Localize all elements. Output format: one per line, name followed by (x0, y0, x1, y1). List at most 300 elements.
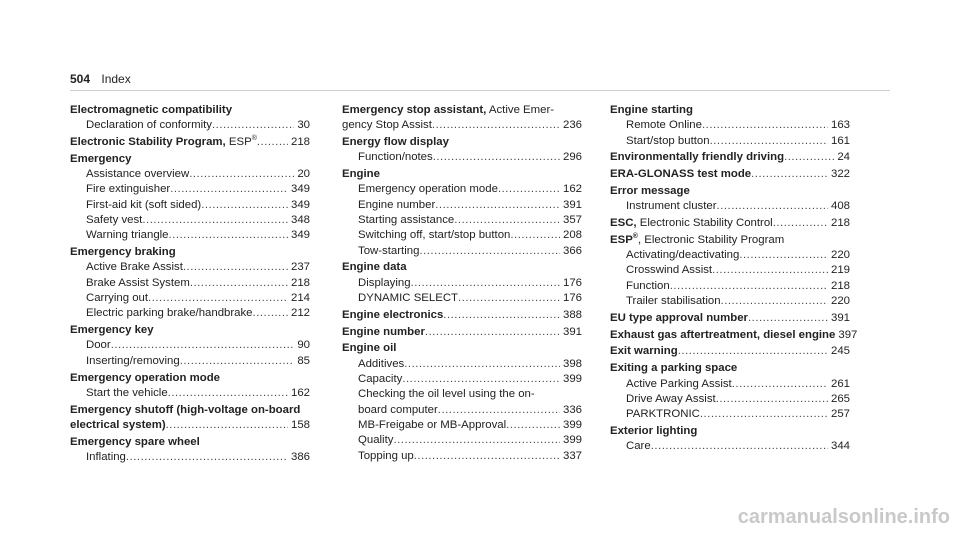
page-ref: 349 (290, 198, 310, 211)
sub-entry-text: Inserting/removing (86, 354, 180, 367)
leader-dots (433, 150, 560, 165)
sub-entry-text: Start the vehicle (86, 386, 168, 399)
entry-text (358, 198, 435, 213)
page-ref: 337 (562, 449, 582, 462)
entry-text (70, 135, 257, 150)
index-line (610, 328, 858, 343)
index-line (610, 248, 850, 263)
page-ref: 236 (562, 119, 582, 132)
index-entry (610, 216, 850, 231)
entry-text (86, 118, 212, 133)
sub-entry-text: Function (626, 279, 670, 292)
leader-dots (751, 167, 828, 182)
sub-entry-text: Active Parking Assist (626, 377, 732, 390)
page-ref: 214 (290, 292, 310, 305)
entry-title-line (70, 371, 310, 386)
header-divider (70, 90, 890, 91)
index-entry (342, 167, 582, 259)
entry-title-tail: ESP (225, 136, 252, 149)
sub-entry-text: Safety vest (86, 214, 143, 227)
index-line (342, 182, 582, 197)
index-entry (70, 403, 310, 434)
index-entry (342, 135, 582, 166)
entry-text (626, 118, 702, 133)
sub-entry-text: DYNAMIC SELECT (358, 292, 459, 305)
entry-text (358, 150, 433, 165)
index-entry (610, 311, 850, 326)
index-line (610, 199, 850, 214)
page-ref: 158 (290, 418, 310, 431)
entry-title: ESC, (610, 217, 637, 230)
sub-entry-text: Displaying (358, 276, 411, 289)
leader-dots (166, 418, 288, 433)
leader-dots (212, 118, 294, 133)
index-entry (70, 152, 310, 244)
page-ref: 85 (297, 354, 310, 367)
entry-text (358, 276, 411, 291)
entry-text (626, 248, 739, 263)
entry-text (626, 134, 710, 149)
entry-text (626, 377, 732, 392)
sub-entry-text: Checking the oil level using the on- (358, 388, 535, 401)
leader-dots (510, 228, 560, 243)
entry-text (610, 311, 748, 326)
sub-entry-text: Assistance overview (86, 168, 190, 181)
entry-text (342, 308, 443, 323)
index-line (70, 213, 310, 228)
entry-title: Engine number (342, 325, 425, 338)
sub-entry-text: Warning triangle (86, 229, 169, 242)
entry-title: Exhaust gas aftertreatment, diesel engine (610, 328, 836, 341)
index-line (610, 279, 850, 294)
entry-title: EU type approval number (610, 311, 748, 324)
entry-title-tail: Electronic Stability Control (636, 217, 773, 230)
sub-entry-text: Instrument cluster (626, 200, 717, 213)
page-header (70, 72, 131, 86)
leader-dots (432, 118, 560, 133)
page-ref: 219 (830, 264, 850, 277)
index-line (610, 392, 850, 407)
index-entry (342, 260, 582, 306)
page-ref: 399 (562, 373, 582, 386)
index-line (342, 276, 582, 291)
index-line (70, 118, 310, 133)
entry-title-line (70, 152, 310, 167)
index-entry (342, 341, 582, 463)
sub-entry-text: Drive Away Assist (626, 392, 716, 405)
index-line (342, 325, 582, 340)
index-entry (610, 424, 850, 455)
page-ref: 408 (830, 200, 850, 213)
index-entry (610, 184, 850, 215)
sub-entry-text: PARKTRONIC (626, 408, 700, 421)
index-line (610, 377, 850, 392)
index-entry (610, 233, 850, 309)
entry-title: Exterior lighting (610, 424, 698, 437)
entry-text (358, 433, 393, 448)
leader-dots (458, 291, 560, 306)
page-ref: 90 (297, 339, 310, 352)
entry-text (358, 418, 506, 433)
leader-dots (142, 213, 288, 228)
entry-title-line (70, 323, 310, 338)
leader-dots (190, 276, 288, 291)
sub-entry-text: Function/notes (358, 151, 433, 164)
index-line (342, 150, 582, 165)
sub-entry-text: Capacity (358, 373, 403, 386)
entry-title-line (610, 103, 850, 118)
index-column-1 (70, 103, 310, 467)
entry-text (358, 213, 454, 228)
entry-title: Engine (342, 168, 380, 181)
entry-text (86, 182, 170, 197)
entry-title: ERA-GLONASS test mode (610, 168, 752, 181)
leader-dots (702, 118, 828, 133)
entry-text (358, 244, 419, 259)
entry-text (342, 325, 425, 340)
index-line (70, 291, 310, 306)
entry-title-line (70, 435, 310, 450)
index-column-3 (610, 103, 858, 456)
sub-entry-text: Declaration of conformity (86, 119, 212, 132)
entry-text (86, 198, 201, 213)
index-column-2 (342, 103, 582, 465)
entry-text (342, 118, 432, 133)
entry-text (626, 407, 700, 422)
entry-text (86, 228, 169, 243)
sub-entry-text: Crosswind Assist (626, 264, 713, 277)
index-line (342, 449, 582, 464)
leader-dots (170, 182, 288, 197)
sub-entry-text: Care (626, 440, 651, 453)
index-entry (70, 135, 310, 150)
entry-text (610, 150, 784, 165)
entry-title-line (610, 184, 850, 199)
sub-entry-text: Switching off, start/stop button (358, 229, 511, 242)
leader-dots (414, 449, 560, 464)
index-line (70, 386, 310, 401)
entry-title-line (610, 361, 850, 376)
entry-text (86, 338, 111, 353)
page-ref: 366 (562, 244, 582, 257)
index-line (342, 198, 582, 213)
page-ref: 176 (562, 276, 582, 289)
leader-dots (506, 418, 560, 433)
entry-title: Exit warning (610, 345, 678, 358)
entry-text (86, 291, 148, 306)
page-ref: 391 (562, 198, 582, 211)
page-ref: 163 (830, 119, 850, 132)
page-ref: 257 (830, 408, 850, 421)
sub-entry-text: Electric parking brake/handbrake (86, 307, 253, 320)
page-ref: 322 (830, 168, 850, 181)
index-entry (70, 103, 310, 134)
index-line (342, 418, 582, 433)
index-line (70, 167, 310, 182)
index-line (342, 357, 582, 372)
entry-title-line (342, 260, 582, 275)
index-line (70, 418, 310, 433)
entry-title: Electromagnetic compatibility (70, 104, 233, 116)
entry-text (86, 386, 168, 401)
sub-entry-text: Activating/deactivating (626, 249, 740, 262)
index-line (610, 118, 850, 133)
index-line (342, 372, 582, 387)
leader-dots (404, 357, 560, 372)
index-line (610, 150, 850, 165)
index-entry (342, 308, 582, 323)
index-entry (70, 371, 310, 402)
entry-text (358, 357, 404, 372)
page-ref: 161 (830, 134, 850, 147)
leader-dots (201, 198, 288, 213)
leader-dots (402, 372, 560, 387)
entry-title: Error message (610, 184, 690, 197)
entry-title-line (342, 167, 582, 182)
sub-entry-text: Engine number (358, 198, 436, 211)
entry-title-line (70, 245, 310, 260)
sub-entry-text: Brake Assist System (86, 276, 190, 289)
index-line (70, 354, 310, 369)
page-ref: 218 (290, 136, 310, 149)
entry-text (358, 228, 510, 243)
sub-entry-text: Active Brake Assist (86, 261, 183, 274)
entry-text (626, 392, 716, 407)
entry-title: ESP (610, 233, 633, 246)
leader-dots (425, 325, 560, 340)
page-ref: 344 (830, 440, 850, 453)
index-line (342, 228, 582, 243)
page-ref: 336 (562, 403, 582, 416)
entry-title: Emergency (70, 152, 132, 165)
entry-text (358, 449, 414, 464)
entry-text (610, 216, 773, 231)
entry-text (610, 344, 678, 359)
page-ref: 24 (837, 151, 850, 164)
entry-title: Exiting a parking space (610, 362, 738, 375)
index-line (342, 213, 582, 228)
entry-title-line (610, 424, 850, 439)
entry-title: Environmentally friendly driving (610, 151, 785, 164)
page-ref: 348 (290, 214, 310, 227)
entry-text (626, 439, 651, 454)
index-entry (610, 361, 850, 422)
entry-text (626, 294, 721, 309)
index-line (342, 433, 582, 448)
page-ref: 218 (830, 217, 850, 230)
index-line (342, 308, 582, 323)
index-line (70, 338, 310, 353)
page-ref: 218 (290, 276, 310, 289)
entry-text (86, 213, 142, 228)
entry-title-line (610, 233, 850, 248)
page-ref: 176 (562, 292, 582, 305)
page-ref: 220 (830, 295, 850, 308)
entry-title: Engine data (342, 261, 407, 274)
sub-entry-text: Additives (358, 357, 405, 370)
leader-dots (419, 244, 560, 259)
entry-title: Engine oil (342, 342, 397, 355)
page-ref: 349 (290, 229, 310, 242)
page-ref: 162 (290, 386, 310, 399)
page-ref: 237 (290, 261, 310, 274)
sub-entry-text: Tow-starting (358, 244, 420, 257)
index-line (70, 276, 310, 291)
sub-entry-text: Topping up (358, 449, 414, 462)
entry-title-line (342, 135, 582, 150)
index-entry (610, 103, 850, 149)
page-ref: 208 (562, 229, 582, 242)
entry-title: Emergency shutoff (high-voltage on-board (70, 403, 301, 416)
entry-title: Emergency key (70, 324, 154, 337)
entry-text (610, 328, 835, 343)
page-ref: 220 (830, 249, 850, 262)
index-line (70, 135, 310, 150)
page-ref: 388 (562, 308, 582, 321)
page-ref: 399 (562, 418, 582, 431)
index-entry (610, 150, 850, 165)
entry-title-tail: Active Emer- (486, 104, 555, 116)
index-line (342, 403, 582, 418)
index-line (342, 244, 582, 259)
entry-text (86, 167, 189, 182)
leader-dots (443, 308, 560, 323)
leader-dots (257, 135, 288, 150)
index-line (610, 263, 850, 278)
entry-text (626, 199, 717, 214)
page-ref: 296 (562, 151, 582, 164)
index-line (610, 216, 850, 231)
index-line (70, 450, 310, 465)
entry-text (358, 182, 498, 197)
index-entry (342, 325, 582, 340)
page-ref: 398 (562, 357, 582, 370)
entry-title-line (70, 103, 310, 118)
index-line (610, 344, 850, 359)
leader-dots (126, 450, 288, 465)
leader-dots (498, 182, 560, 197)
index-line (610, 311, 850, 326)
page-ref: 397 (838, 328, 858, 341)
entry-text (610, 167, 751, 182)
sub-entry-text: Carrying out (86, 292, 149, 305)
index-line (610, 167, 850, 182)
sub-entry-text: Emergency operation mode (358, 183, 498, 196)
index-line (70, 182, 310, 197)
sub-entry-text: Starting assistance (358, 214, 455, 227)
index-line (70, 306, 310, 321)
page-ref: 212 (290, 307, 310, 320)
leader-dots (183, 260, 288, 275)
index-entry (342, 103, 582, 134)
entry-title: Emergency operation mode (70, 371, 221, 384)
page-ref: 30 (297, 119, 310, 132)
index-line (610, 439, 850, 454)
entry-text (86, 450, 126, 465)
page-ref: 218 (830, 279, 850, 292)
index-entry (70, 323, 310, 369)
leader-dots (678, 344, 828, 359)
sub-entry-line (342, 387, 582, 402)
leader-dots (710, 134, 828, 149)
entry-title: Electronic Stability Program, (70, 136, 226, 149)
leader-dots (411, 276, 560, 291)
entry-title: Emergency spare wheel (70, 435, 200, 448)
index-entry (610, 167, 850, 182)
sub-entry-text: Quality (358, 434, 394, 447)
entry-title: Energy flow display (342, 136, 449, 149)
index-entry (610, 344, 850, 359)
watermark: carmanualsonline.info (737, 506, 950, 528)
entry-text (626, 279, 670, 294)
leader-dots (454, 213, 560, 228)
leader-dots (721, 294, 828, 309)
entry-text (358, 403, 438, 418)
sub-entry-cont: board computer (358, 403, 438, 416)
page-ref: 162 (562, 183, 582, 196)
entry-title: Engine starting (610, 104, 693, 116)
leader-dots (435, 198, 560, 213)
index-line (70, 260, 310, 275)
entry-text (70, 418, 166, 433)
leader-dots (169, 228, 288, 243)
leader-dots (148, 291, 288, 306)
sub-entry-text: Start/stop button (626, 134, 710, 147)
leader-dots (700, 407, 828, 422)
entry-text (358, 291, 458, 306)
leader-dots (748, 311, 828, 326)
leader-dots (189, 167, 294, 182)
sub-entry-text: Door (86, 339, 111, 352)
sub-entry-text: First-aid kit (soft sided) (86, 198, 202, 211)
index-entry (610, 328, 858, 343)
page-ref: 399 (562, 434, 582, 447)
entry-text (86, 306, 253, 321)
page-number: 504 (70, 72, 91, 86)
entry-text (626, 263, 712, 278)
sub-entry-text: MB-Freigabe or MB-Approval (358, 418, 507, 431)
leader-dots (168, 386, 288, 401)
registered-mark: ® (632, 233, 638, 241)
entry-title: Emergency braking (70, 246, 176, 259)
entry-title-tail: , Electronic Stability Program (637, 233, 785, 246)
page-ref: 261 (830, 377, 850, 390)
page-ref: 265 (830, 392, 850, 405)
registered-mark: ® (251, 135, 257, 143)
leader-dots (712, 263, 828, 278)
sub-entry-text: Remote Online (626, 119, 702, 132)
leader-dots (739, 248, 828, 263)
index-entry (70, 245, 310, 321)
entry-title: Engine electronics (342, 308, 444, 321)
leader-dots (111, 338, 295, 353)
leader-dots (253, 306, 288, 321)
entry-text (86, 354, 180, 369)
sub-entry-text: Inflating (86, 451, 126, 464)
page-ref: 357 (562, 214, 582, 227)
entry-title-line (342, 341, 582, 356)
entry-text (86, 276, 190, 291)
page-ref: 386 (290, 451, 310, 464)
entry-title-cont: gency Stop Assist (342, 119, 432, 132)
page-ref: 349 (290, 183, 310, 196)
page-ref: 391 (830, 311, 850, 324)
index-line (610, 134, 850, 149)
leader-dots (716, 392, 828, 407)
leader-dots (717, 199, 828, 214)
leader-dots (651, 439, 828, 454)
index-line (70, 228, 310, 243)
